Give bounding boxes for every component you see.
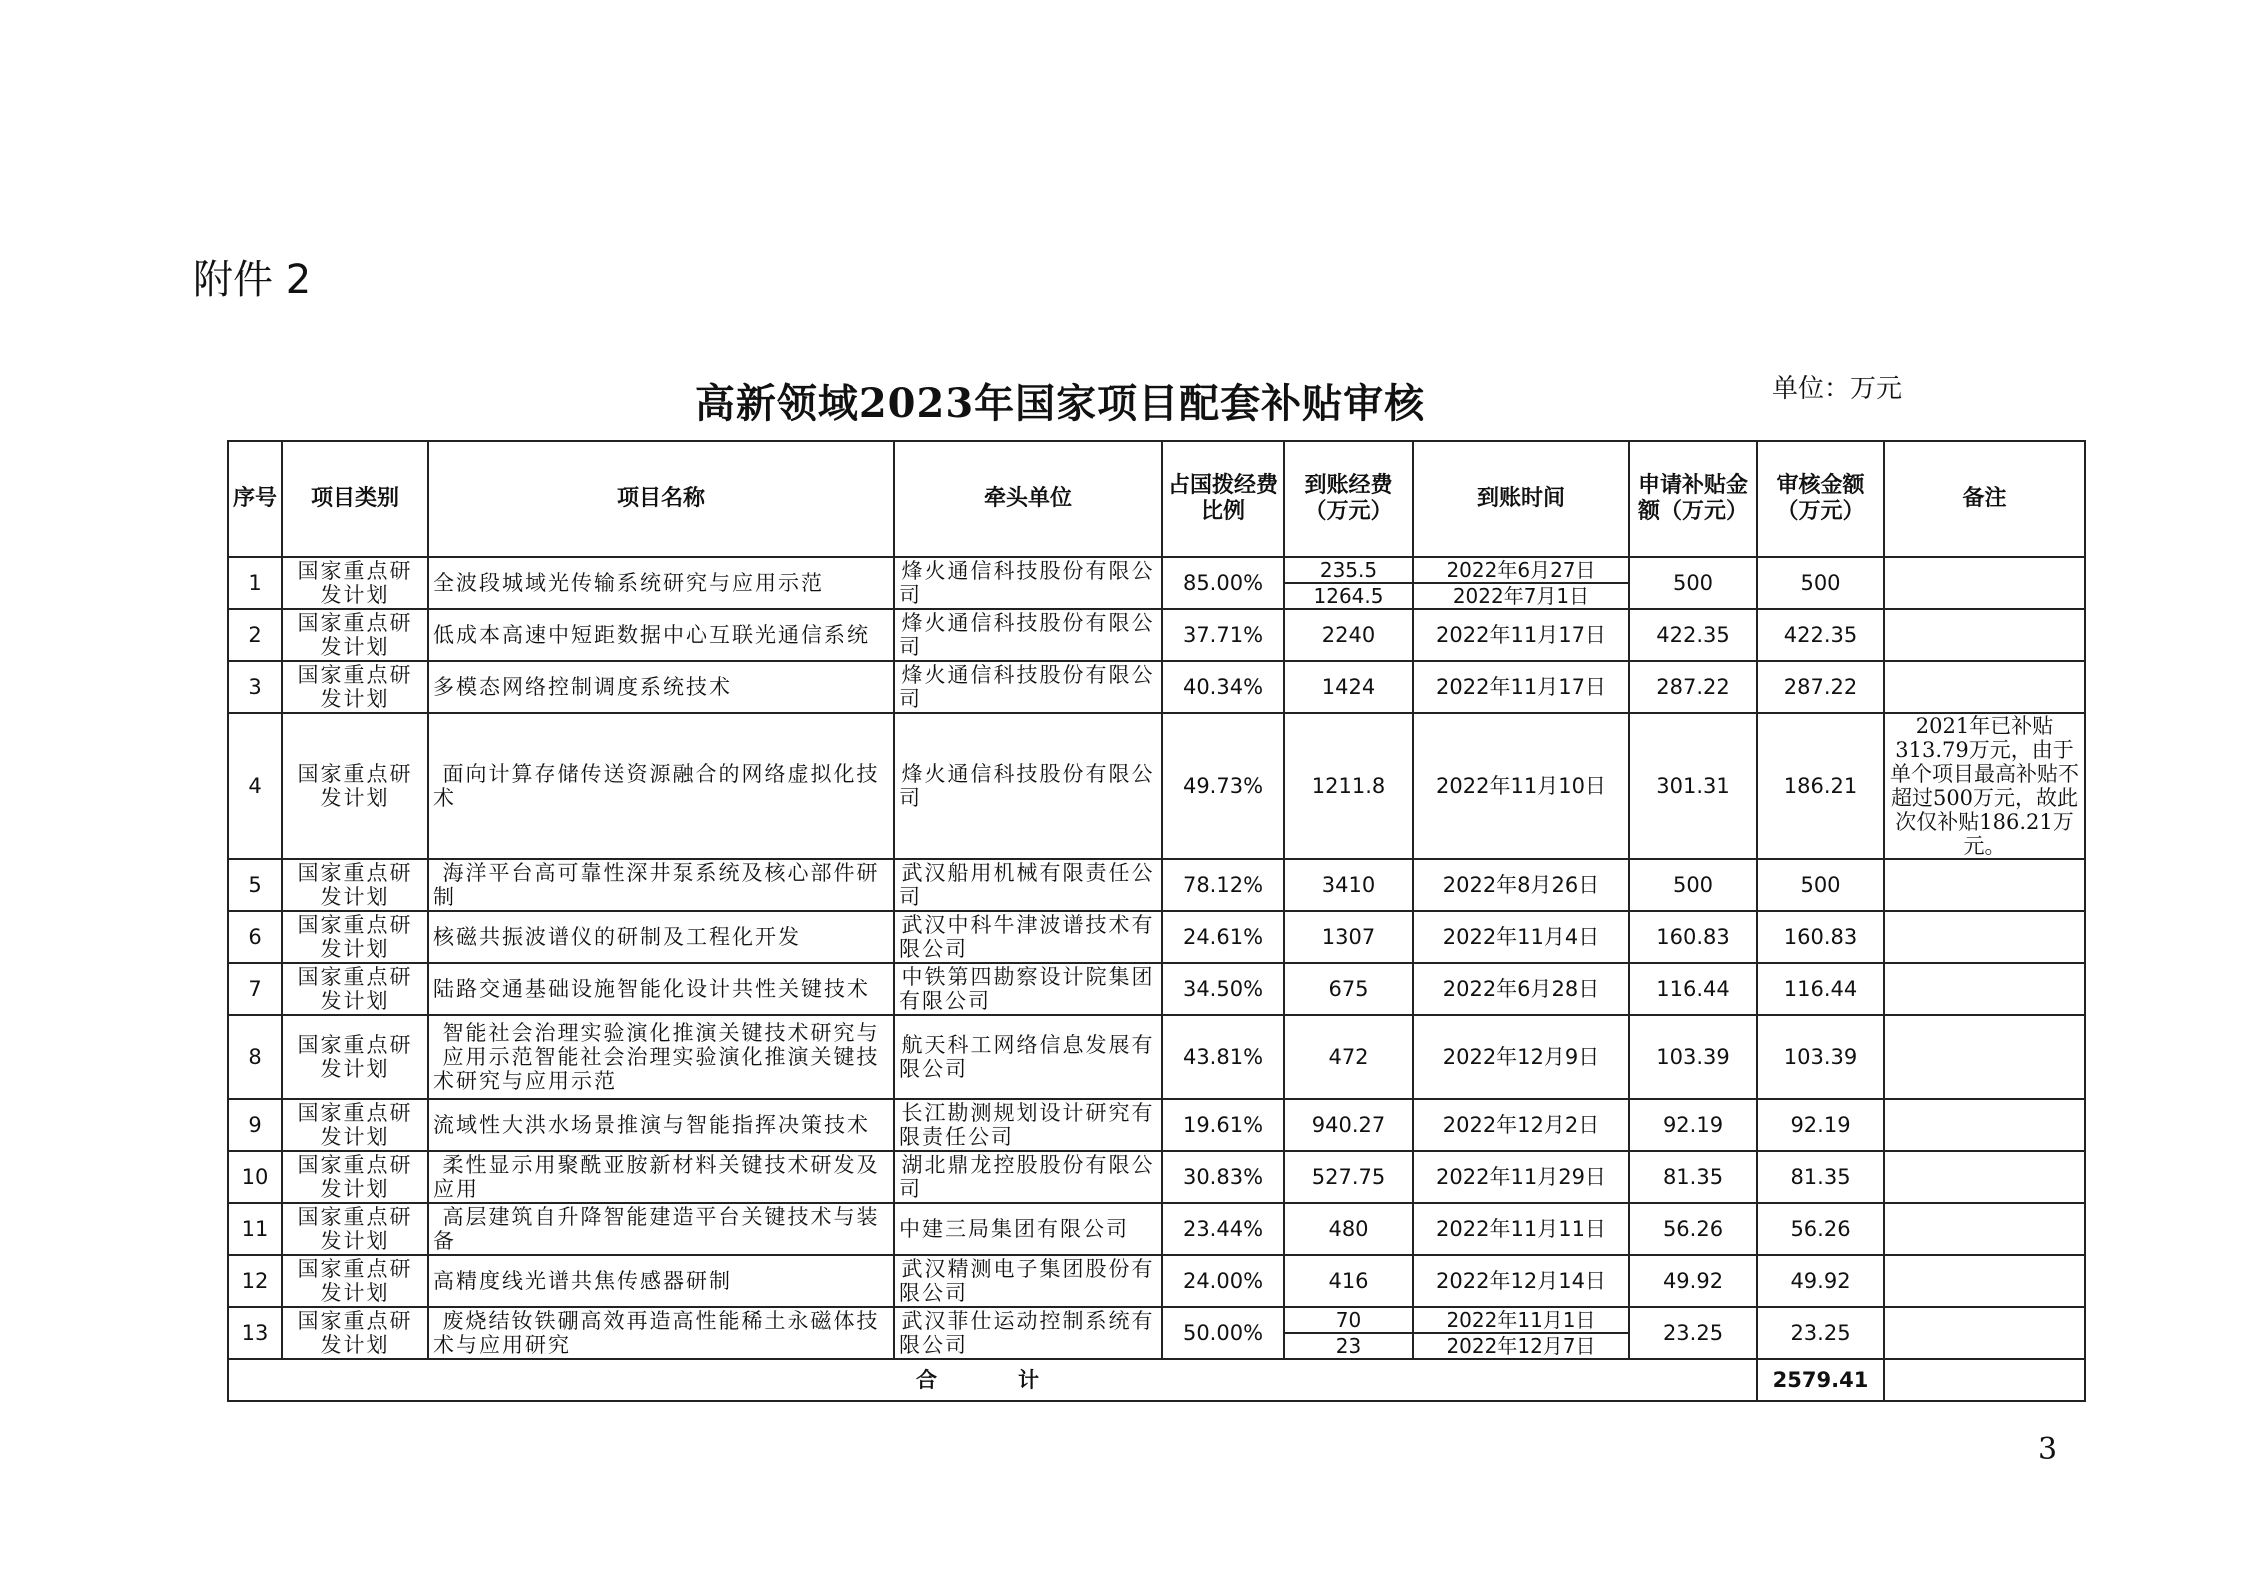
- table-row: [228, 661, 2085, 713]
- attachment-label: 附件 2: [193, 257, 312, 303]
- row-share-ratio: 49.73%: [1162, 713, 1284, 859]
- row-share-ratio: 78.12%: [1162, 859, 1284, 911]
- row-approved-amount: 500: [1757, 859, 1884, 911]
- row-applied-amount: 103.39: [1629, 1015, 1757, 1099]
- row-remark: [1884, 1307, 2085, 1359]
- row-received-date-entry: 2022年11月1日: [1446, 1308, 1596, 1332]
- table-row: [228, 1015, 2085, 1099]
- row-applied-amount: 301.31: [1629, 713, 1757, 859]
- table-row: [228, 1203, 2085, 1255]
- header-category: 项目类别: [282, 441, 428, 557]
- header-project-name: 项目名称: [428, 441, 894, 557]
- document-title: 高新领域2023年国家项目配套补贴审核: [694, 380, 1426, 427]
- row-received-funds-entry: 70: [1335, 1308, 1362, 1332]
- row-approved-amount: 81.35: [1757, 1151, 1884, 1203]
- row-approved-amount: 116.44: [1757, 963, 1884, 1015]
- table-header-row: [228, 441, 2085, 557]
- row-seq: 13: [228, 1307, 282, 1359]
- header-remarks: 备注: [1884, 441, 2085, 557]
- table-row: [228, 1307, 2085, 1359]
- row-received-funds: 3410: [1284, 859, 1413, 911]
- row-received-funds: 1424: [1284, 661, 1413, 713]
- row-project-name: 低成本高速中短距数据中心互联光通信系统: [428, 609, 894, 661]
- row-received-date: 2022年11月11日: [1413, 1203, 1629, 1255]
- row-applied-amount: 422.35: [1629, 609, 1757, 661]
- row-seq: 5: [228, 859, 282, 911]
- row-lead-unit: 湖北鼎龙控股股份有限公司: [894, 1151, 1162, 1203]
- row-applied-amount: 500: [1629, 557, 1757, 609]
- header-share-ratio: 占国拨经费比例: [1162, 441, 1284, 557]
- row-received-funds: 416: [1284, 1255, 1413, 1307]
- row-category: 国家重点研发计划: [282, 1307, 428, 1359]
- row-lead-unit: 武汉船用机械有限责任公司: [894, 859, 1162, 911]
- row-lead-unit: 长江勘测规划设计研究有限责任公司: [894, 1099, 1162, 1151]
- row-category: 国家重点研发计划: [282, 557, 428, 609]
- row-lead-unit: 中建三局集团有限公司: [894, 1203, 1162, 1255]
- row-approved-amount: 49.92: [1757, 1255, 1884, 1307]
- row-applied-amount: 92.19: [1629, 1099, 1757, 1151]
- row-received-date-entry: 2022年6月27日: [1446, 558, 1596, 582]
- row-received-date: 2022年8月26日: [1413, 859, 1629, 911]
- table-row: [228, 963, 2085, 1015]
- row-approved-amount: 287.22: [1757, 661, 1884, 713]
- row-seq: 1: [228, 557, 282, 609]
- row-project-name: 海洋平台高可靠性深井泵系统及核心部件研制: [428, 859, 894, 911]
- row-seq: 8: [228, 1015, 282, 1099]
- total-label: 合 计: [228, 1359, 1757, 1401]
- header-lead-unit: 牵头单位: [894, 441, 1162, 557]
- header-received-date: 到账时间: [1413, 441, 1629, 557]
- row-remark: [1884, 859, 2085, 911]
- row-remark: [1884, 1099, 2085, 1151]
- row-received-date: 2022年12月2日: [1413, 1099, 1629, 1151]
- table-row: [228, 557, 2085, 609]
- row-seq: 2: [228, 609, 282, 661]
- row-remark: [1884, 1203, 2085, 1255]
- row-approved-amount: 160.83: [1757, 911, 1884, 963]
- row-received-funds: 940.27: [1284, 1099, 1413, 1151]
- row-remark: [1884, 1151, 2085, 1203]
- row-received-date: 2022年11月4日: [1413, 911, 1629, 963]
- table-row: [228, 1099, 2085, 1151]
- row-applied-amount: 500: [1629, 859, 1757, 911]
- row-received-funds: [1284, 1307, 1413, 1359]
- table-row: [228, 859, 2085, 911]
- row-received-date: 2022年11月17日: [1413, 661, 1629, 713]
- row-lead-unit: 烽火通信科技股份有限公司: [894, 713, 1162, 859]
- row-received-funds: 1307: [1284, 911, 1413, 963]
- row-project-name: 高层建筑自升降智能建造平台关键技术与装备: [428, 1203, 894, 1255]
- row-received-funds-entry: 1264.5: [1285, 582, 1412, 608]
- row-share-ratio: 85.00%: [1162, 557, 1284, 609]
- row-category: 国家重点研发计划: [282, 911, 428, 963]
- row-received-date: 2022年12月9日: [1413, 1015, 1629, 1099]
- row-received-date: 2022年11月10日: [1413, 713, 1629, 859]
- row-approved-amount: 92.19: [1757, 1099, 1884, 1151]
- row-received-funds: 2240: [1284, 609, 1413, 661]
- row-share-ratio: 43.81%: [1162, 1015, 1284, 1099]
- row-project-name: 陆路交通基础设施智能化设计共性关键技术: [428, 963, 894, 1015]
- row-approved-amount: 500: [1757, 557, 1884, 609]
- row-approved-amount: 103.39: [1757, 1015, 1884, 1099]
- row-project-name: 柔性显示用聚酰亚胺新材料关键技术研发及应用: [428, 1151, 894, 1203]
- row-remark: [1884, 609, 2085, 661]
- total-row: [228, 1359, 2085, 1401]
- row-lead-unit: 中铁第四勘察设计院集团有限公司: [894, 963, 1162, 1015]
- header-approved-amount: 审核金额（万元）: [1757, 441, 1884, 557]
- row-category: 国家重点研发计划: [282, 1151, 428, 1203]
- row-project-name: 多模态网络控制调度系统技术: [428, 661, 894, 713]
- row-seq: 10: [228, 1151, 282, 1203]
- row-project-name: 面向计算存储传送资源融合的网络虚拟化技术: [428, 713, 894, 859]
- total-approved-amount: 2579.41: [1757, 1359, 1884, 1401]
- row-received-date: 2022年11月29日: [1413, 1151, 1629, 1203]
- header-received-funds: 到账经费（万元）: [1284, 441, 1413, 557]
- row-category: 国家重点研发计划: [282, 1255, 428, 1307]
- row-category: 国家重点研发计划: [282, 1203, 428, 1255]
- header-seq: 序号: [228, 441, 282, 557]
- row-applied-amount: 160.83: [1629, 911, 1757, 963]
- row-lead-unit: 烽火通信科技股份有限公司: [894, 609, 1162, 661]
- row-category: 国家重点研发计划: [282, 963, 428, 1015]
- row-lead-unit: 烽火通信科技股份有限公司: [894, 557, 1162, 609]
- row-share-ratio: 19.61%: [1162, 1099, 1284, 1151]
- row-seq: 3: [228, 661, 282, 713]
- row-lead-unit: 武汉精测电子集团股份有限公司: [894, 1255, 1162, 1307]
- row-share-ratio: 37.71%: [1162, 609, 1284, 661]
- row-category: 国家重点研发计划: [282, 859, 428, 911]
- header-applied-amount: 申请补贴金额（万元）: [1629, 441, 1757, 557]
- row-share-ratio: 30.83%: [1162, 1151, 1284, 1203]
- row-seq: 11: [228, 1203, 282, 1255]
- row-received-funds: 1211.8: [1284, 713, 1413, 859]
- row-received-funds: [1284, 557, 1413, 609]
- row-applied-amount: 49.92: [1629, 1255, 1757, 1307]
- row-remark: [1884, 1015, 2085, 1099]
- page-number: 3: [2038, 1432, 2058, 1467]
- row-lead-unit: 航天科工网络信息发展有限公司: [894, 1015, 1162, 1099]
- row-remark: [1884, 1255, 2085, 1307]
- row-remark: [1884, 963, 2085, 1015]
- row-received-date: [1413, 557, 1629, 609]
- row-share-ratio: 23.44%: [1162, 1203, 1284, 1255]
- row-project-name: 核磁共振波谱仪的研制及工程化开发: [428, 911, 894, 963]
- row-share-ratio: 24.61%: [1162, 911, 1284, 963]
- subsidy-review-table: [227, 440, 2086, 1402]
- table-row: [228, 1151, 2085, 1203]
- row-applied-amount: 23.25: [1629, 1307, 1757, 1359]
- row-seq: 9: [228, 1099, 282, 1151]
- row-remark: 2021年已补贴313.79万元，由于单个项目最高补贴不超过500万元，故此次仅补贴186.21万元。: [1884, 713, 2085, 859]
- row-received-date: 2022年6月28日: [1413, 963, 1629, 1015]
- row-seq: 4: [228, 713, 282, 859]
- row-share-ratio: 24.00%: [1162, 1255, 1284, 1307]
- row-approved-amount: 186.21: [1757, 713, 1884, 859]
- row-applied-amount: 116.44: [1629, 963, 1757, 1015]
- row-applied-amount: 56.26: [1629, 1203, 1757, 1255]
- row-received-date-entry: 2022年12月7日: [1414, 1332, 1628, 1358]
- row-remark: [1884, 911, 2085, 963]
- row-received-funds: 480: [1284, 1203, 1413, 1255]
- row-project-name: 智能社会治理实验演化推演关键技术研究与应用示范智能社会治理实验演化推演关键技术研究与应用示范: [428, 1015, 894, 1099]
- row-received-date-entry: 2022年7月1日: [1414, 582, 1628, 608]
- row-received-funds: 527.75: [1284, 1151, 1413, 1203]
- row-lead-unit: 武汉中科牛津波谱技术有限公司: [894, 911, 1162, 963]
- row-received-funds-entry: 23: [1285, 1332, 1412, 1358]
- row-applied-amount: 81.35: [1629, 1151, 1757, 1203]
- table-row: [228, 911, 2085, 963]
- row-applied-amount: 287.22: [1629, 661, 1757, 713]
- row-approved-amount: 422.35: [1757, 609, 1884, 661]
- row-project-name: 废烧结钕铁硼高效再造高性能稀土永磁体技术与应用研究: [428, 1307, 894, 1359]
- row-project-name: 全波段城域光传输系统研究与应用示范: [428, 557, 894, 609]
- row-category: 国家重点研发计划: [282, 713, 428, 859]
- row-seq: 7: [228, 963, 282, 1015]
- row-remark: [1884, 557, 2085, 609]
- row-share-ratio: 40.34%: [1162, 661, 1284, 713]
- row-received-date: [1413, 1307, 1629, 1359]
- row-share-ratio: 50.00%: [1162, 1307, 1284, 1359]
- row-received-funds: 675: [1284, 963, 1413, 1015]
- row-share-ratio: 34.50%: [1162, 963, 1284, 1015]
- row-approved-amount: 56.26: [1757, 1203, 1884, 1255]
- row-lead-unit: 烽火通信科技股份有限公司: [894, 661, 1162, 713]
- row-category: 国家重点研发计划: [282, 661, 428, 713]
- row-project-name: 高精度线光谱共焦传感器研制: [428, 1255, 894, 1307]
- unit-label: 单位：万元: [1772, 374, 1903, 404]
- row-seq: 6: [228, 911, 282, 963]
- table-row: [228, 713, 2085, 859]
- row-received-date: 2022年11月17日: [1413, 609, 1629, 661]
- row-project-name: 流域性大洪水场景推演与智能指挥决策技术: [428, 1099, 894, 1151]
- row-category: 国家重点研发计划: [282, 609, 428, 661]
- row-approved-amount: 23.25: [1757, 1307, 1884, 1359]
- table-body: [228, 557, 2085, 1359]
- row-received-funds: 472: [1284, 1015, 1413, 1099]
- row-received-date: 2022年12月14日: [1413, 1255, 1629, 1307]
- total-remark: [1884, 1359, 2085, 1401]
- row-lead-unit: 武汉菲仕运动控制系统有限公司: [894, 1307, 1162, 1359]
- table-row: [228, 1255, 2085, 1307]
- row-remark: [1884, 661, 2085, 713]
- table-row: [228, 609, 2085, 661]
- row-category: 国家重点研发计划: [282, 1099, 428, 1151]
- row-seq: 12: [228, 1255, 282, 1307]
- row-received-funds-entry: 235.5: [1319, 558, 1378, 582]
- row-category: 国家重点研发计划: [282, 1015, 428, 1099]
